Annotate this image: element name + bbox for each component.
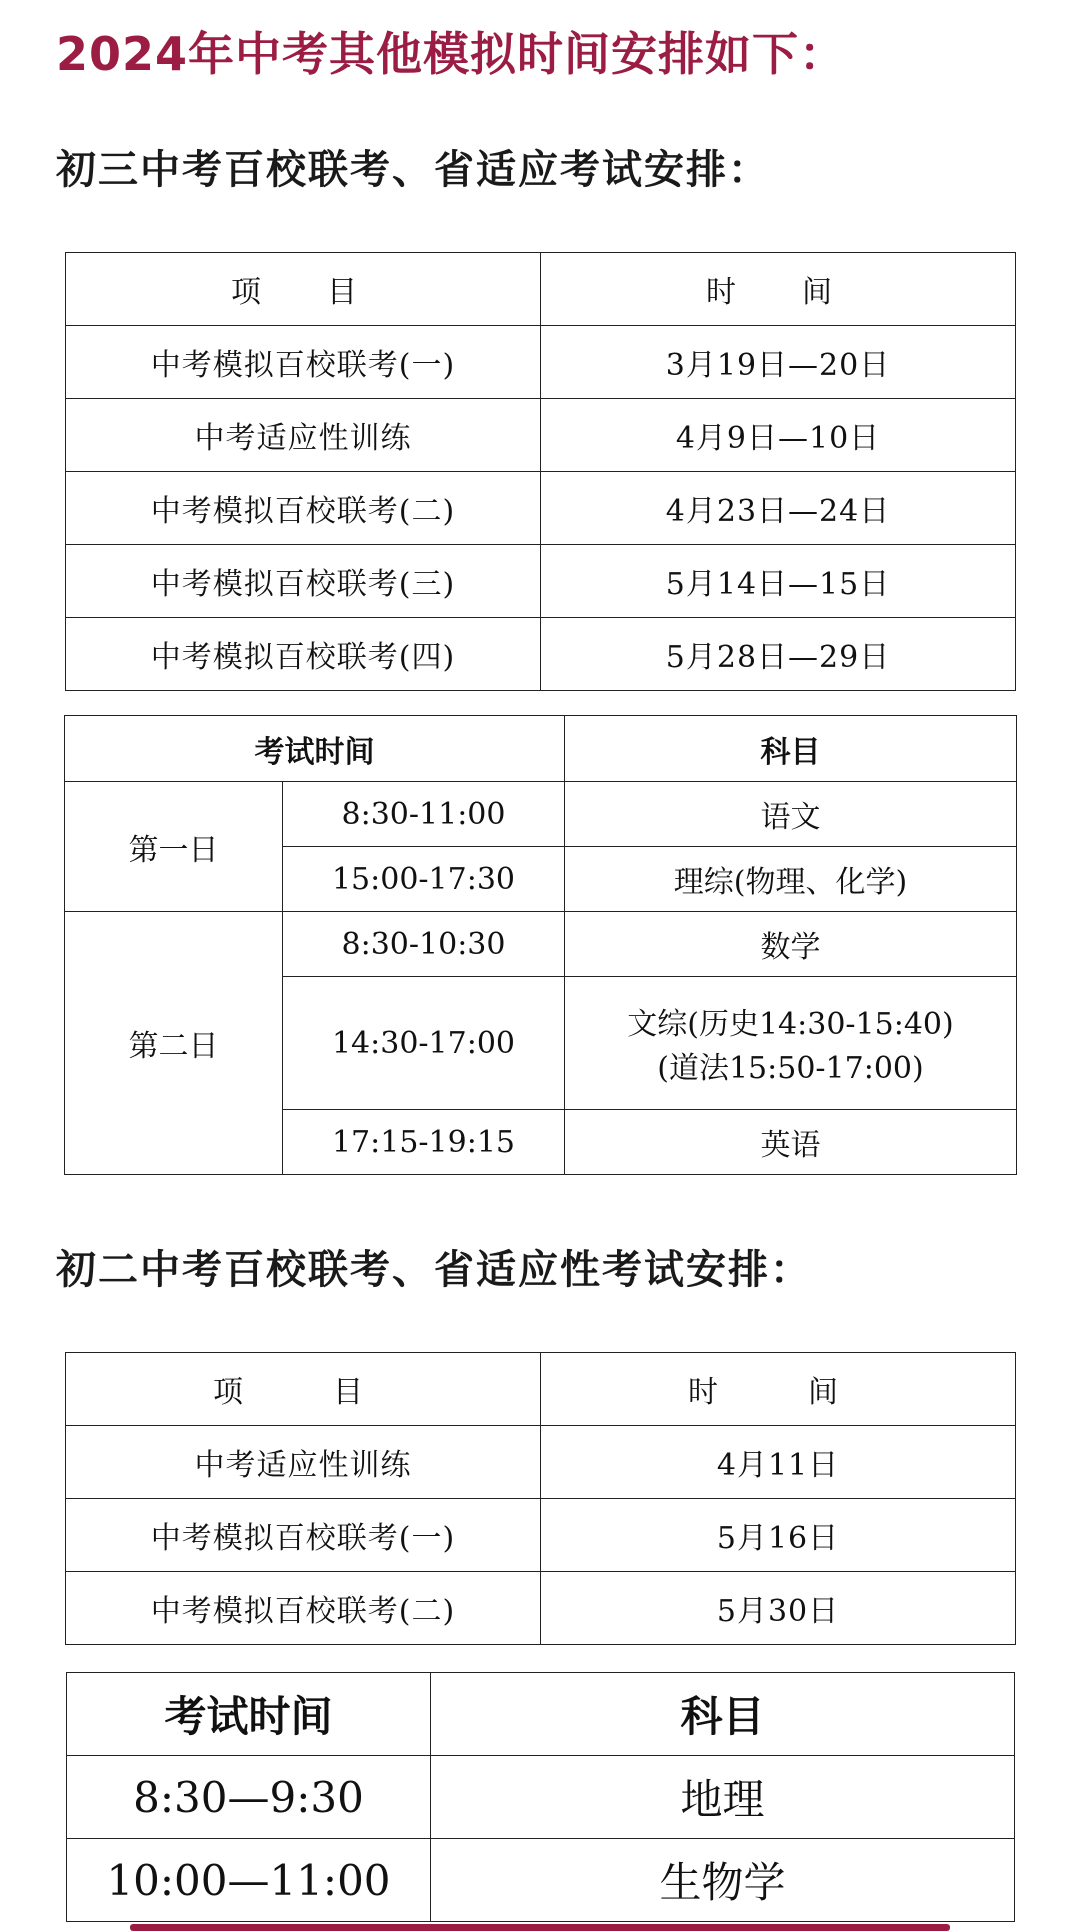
item-cell: 中考模拟百校联考(一) <box>66 1499 541 1572</box>
table-row <box>65 782 1017 847</box>
subject-cell: 语文 <box>565 782 1017 847</box>
header-time: 时 间 <box>541 253 1016 326</box>
date-cell: 5月16日 <box>541 1499 1016 1572</box>
time-cell: 8:30-10:30 <box>283 912 565 977</box>
bottom-accent-bar <box>130 1924 950 1931</box>
item-cell: 中考模拟百校联考(四) <box>66 618 541 691</box>
header-exam-time: 考试时间 <box>65 716 565 782</box>
time-cell: 10:00—11:00 <box>67 1839 431 1922</box>
item-cell: 中考模拟百校联考(三) <box>66 545 541 618</box>
grade8-schedule-table <box>65 1352 1016 1645</box>
grade9-schedule-table <box>65 252 1016 691</box>
table-row <box>66 545 1016 618</box>
item-cell: 中考模拟百校联考(二) <box>66 472 541 545</box>
table-row <box>66 399 1016 472</box>
table-row <box>66 618 1016 691</box>
item-cell: 中考模拟百校联考(一) <box>66 326 541 399</box>
table-row <box>66 1499 1016 1572</box>
grade8-exam-timetable <box>66 1672 1015 1922</box>
section1-heading: 初三中考百校联考、省适应考试安排： <box>56 147 770 193</box>
header-subject: 科目 <box>565 716 1017 782</box>
subject-line: 文综(历史14:30-15:40) <box>627 1007 954 1042</box>
table-row <box>67 1839 1015 1922</box>
header-item: 项 目 <box>66 1353 541 1426</box>
item-cell: 中考适应性训练 <box>66 1426 541 1499</box>
page-title: 2024年中考其他模拟时间安排如下： <box>56 27 847 81</box>
header-item: 项 目 <box>66 253 541 326</box>
subject-line: (道法15:50-17:00) <box>657 1051 924 1086</box>
date-cell: 4月11日 <box>541 1426 1016 1499</box>
item-cell: 中考适应性训练 <box>66 399 541 472</box>
time-cell: 17:15-19:15 <box>283 1110 565 1175</box>
table-row <box>66 1426 1016 1499</box>
header-exam-time: 考试时间 <box>67 1673 431 1756</box>
time-cell: 8:30—9:30 <box>67 1756 431 1839</box>
table-row <box>66 1572 1016 1645</box>
table-header-row <box>67 1673 1015 1756</box>
item-cell: 中考模拟百校联考(二) <box>66 1572 541 1645</box>
table-header-row <box>66 253 1016 326</box>
date-cell: 4月9日—10日 <box>541 399 1016 472</box>
subject-cell <box>565 977 1017 1110</box>
time-cell: 15:00-17:30 <box>283 847 565 912</box>
time-cell: 8:30-11:00 <box>283 782 565 847</box>
subject-cell: 数学 <box>565 912 1017 977</box>
table-header-row <box>65 716 1017 782</box>
date-cell: 4月23日—24日 <box>541 472 1016 545</box>
table-row <box>66 472 1016 545</box>
section2-heading: 初二中考百校联考、省适应性考试安排： <box>56 1247 812 1293</box>
table-header-row <box>66 1353 1016 1426</box>
date-cell: 5月28日—29日 <box>541 618 1016 691</box>
date-cell: 5月14日—15日 <box>541 545 1016 618</box>
day-label: 第二日 <box>65 912 283 1175</box>
subject-cell: 生物学 <box>431 1839 1015 1922</box>
table-row <box>67 1756 1015 1839</box>
table-row <box>66 326 1016 399</box>
table-row <box>65 912 1017 977</box>
date-cell: 5月30日 <box>541 1572 1016 1645</box>
time-cell: 14:30-17:00 <box>283 977 565 1110</box>
date-cell: 3月19日—20日 <box>541 326 1016 399</box>
subject-cell: 英语 <box>565 1110 1017 1175</box>
subject-cell: 理综(物理、化学) <box>565 847 1017 912</box>
subject-cell: 地理 <box>431 1756 1015 1839</box>
header-subject: 科目 <box>431 1673 1015 1756</box>
day-label: 第一日 <box>65 782 283 912</box>
grade9-exam-timetable <box>64 715 1017 1175</box>
header-time: 时 间 <box>541 1353 1016 1426</box>
